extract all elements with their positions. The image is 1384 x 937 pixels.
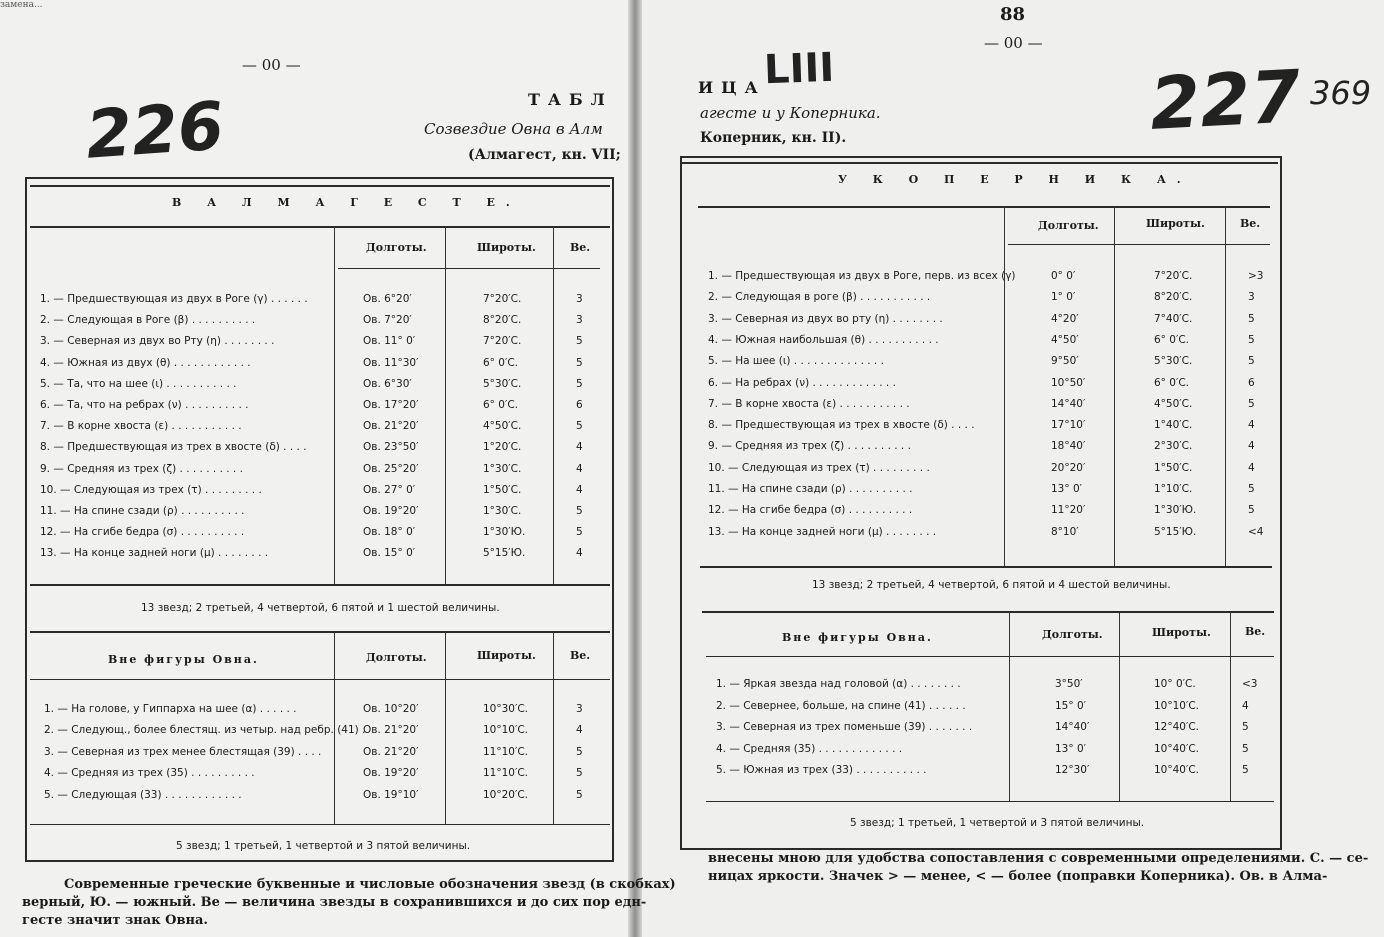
latitude-value: 7°40′С. — [1154, 312, 1193, 325]
table-row — [708, 291, 1270, 312]
magnitude-value: 4 — [576, 462, 583, 475]
left-header-title: ТАБЛ — [528, 90, 613, 109]
magnitude-value: 4 — [576, 724, 583, 737]
longitude-value: Ов. 17°20′ — [363, 399, 419, 411]
latitude-value: 11°10′С. — [483, 767, 529, 780]
longitude-value: 10°50′ — [1051, 376, 1086, 389]
latitude-value: 10°10′С. — [1154, 699, 1200, 712]
magnitude-value: 5 — [576, 335, 583, 348]
longitude-value: Ов. 21°20′ — [363, 724, 419, 737]
table-row — [708, 398, 1270, 419]
latitude-value: 4°50′С. — [483, 420, 522, 433]
latitude-value: 6° 0′С. — [483, 399, 519, 411]
magnitude-value: <3 — [1242, 678, 1258, 690]
longitude-value: 14°40′ — [1055, 721, 1090, 733]
table-row — [708, 440, 1270, 461]
magnitude-value: 5 — [1242, 721, 1249, 733]
latitude-value: 10°40′С. — [1154, 742, 1200, 755]
latitude-value: 10°20′С. — [483, 788, 529, 801]
star-name: 1. — Предшествующая из двух в Роге (γ) . . . . . . — [40, 293, 308, 305]
right-handwritten-title: LIII — [763, 44, 835, 94]
latitude-value: 10°10′С. — [483, 724, 529, 737]
star-name: 4. — Южная из двух (θ) . . . . . . . . . . . . — [40, 356, 251, 369]
latitude-value: 7°20′С. — [1154, 270, 1193, 282]
table-row — [44, 724, 600, 745]
right-handwritten-number-2: 369 — [1310, 74, 1372, 112]
latitude-value: 2°30′С. — [1154, 440, 1193, 453]
table-row — [40, 335, 600, 356]
table-row — [708, 504, 1270, 525]
latitude-value: 11°10′С. — [483, 745, 529, 758]
longitude-value: 11°20′ — [1051, 504, 1086, 517]
star-name: 13. — На конце задней ноги (μ) . . . . . . . . — [708, 525, 937, 538]
longitude-value: Ов. 18° 0′ — [363, 526, 416, 539]
magnitude-value: 5 — [576, 356, 583, 369]
magnitude-value: 5 — [1248, 504, 1255, 517]
star-name: 3. — Северная из трех менее блестящая (39) . . . . — [44, 745, 322, 758]
longitude-value: Ов. 21°20′ — [363, 420, 419, 433]
longitude-value: Ов. 6°20′ — [363, 293, 412, 305]
left-table1-header-latitude: Широты. — [477, 241, 536, 254]
magnitude-value: 5 — [1248, 397, 1255, 410]
star-name: 13. — На конце задней ноги (μ) . . . . . . . . — [40, 547, 269, 560]
latitude-value: 10°40′С. — [1154, 764, 1200, 776]
magnitude-value: 4 — [1248, 461, 1255, 474]
right-table2-summary: 5 звезд; 1 третьей, 1 четвертой и 3 пятой величины. — [850, 817, 1145, 829]
star-name: 4. — Средняя (35) . . . . . . . . . . . . . — [716, 742, 903, 755]
latitude-value: 1°30′Ю. — [1154, 504, 1197, 517]
longitude-value: 13° 0′ — [1055, 742, 1087, 755]
longitude-value: 15° 0′ — [1055, 699, 1087, 712]
magnitude-value: 5 — [1242, 742, 1249, 755]
longitude-value: Ов. 11°30′ — [363, 356, 419, 369]
star-name: 2. — Севернее, больше, на спине (41) . . . . . . — [716, 699, 966, 712]
latitude-value: 6° 0′С. — [1154, 333, 1190, 346]
right-folio: — 00 — — [984, 34, 1043, 52]
magnitude-value: 5 — [576, 377, 583, 390]
table-row — [708, 483, 1270, 504]
star-name: 1. — Предшествующая из двух в Роге, перв. из всех (γ) — [708, 270, 1016, 282]
table-row — [40, 441, 600, 462]
longitude-value: 14°40′ — [1051, 397, 1086, 410]
left-table2-header-longitude: Долготы. — [366, 651, 427, 664]
longitude-value: Ов. 7°20′ — [363, 314, 412, 327]
left-footnote-line-1: Современные греческие буквенные и числовые обозначения звезд (в скобках) — [64, 877, 676, 892]
magnitude-value: 4 — [1242, 699, 1249, 712]
latitude-value: 10° 0′С. — [1154, 678, 1196, 690]
magnitude-value: 5 — [1248, 355, 1255, 368]
magnitude-value: 5 — [1248, 312, 1255, 325]
left-footnote-line-3: гесте значит знак Овна. — [22, 913, 208, 928]
latitude-value: 1°30′Ю. — [483, 526, 526, 539]
table-row — [716, 678, 1272, 699]
right-table2-title: Вне фигуры Овна. — [782, 631, 933, 644]
table-row — [716, 721, 1272, 742]
table-row — [40, 484, 600, 505]
latitude-value: 1°30′С. — [483, 462, 522, 475]
star-name: 7. — В корне хвоста (ε) . . . . . . . . . . . — [708, 397, 910, 410]
magnitude-value: 5 — [576, 767, 583, 780]
right-header-subtitle: агесте и у Коперника. — [700, 104, 881, 122]
magnitude-value: 5 — [576, 526, 583, 539]
magnitude-value: 4 — [576, 441, 583, 454]
latitude-value: 6° 0′С. — [1154, 376, 1190, 389]
left-table2-header-latitude: Широты. — [477, 649, 536, 662]
magnitude-value: 4 — [576, 483, 583, 496]
longitude-value: 13° 0′ — [1051, 483, 1083, 495]
magnitude-value: 5 — [576, 745, 583, 758]
star-name: 4. — Средняя из трех (35) . . . . . . . . . . — [44, 767, 255, 780]
table-row — [708, 334, 1270, 355]
left-header-subtitle: Созвездие Овна в Алм — [424, 120, 603, 138]
right-table2-header-latitude: Широты. — [1152, 626, 1211, 639]
star-name: 2. — Следующая в Роге (β) . . . . . . . . . . — [40, 314, 256, 327]
magnitude-value: 3 — [576, 293, 583, 305]
longitude-value: Ов. 27° 0′ — [363, 483, 416, 496]
longitude-value: 1° 0′ — [1051, 291, 1076, 304]
latitude-value: 6° 0′С. — [483, 356, 519, 369]
star-name: 3. — Северная из двух во Рту (η) . . . . . . . . — [40, 335, 275, 348]
star-name: 3. — Северная из трех поменьше (39) . . . . . . . — [716, 721, 973, 733]
table-row — [708, 419, 1270, 440]
longitude-value: Ов. 19°20′ — [363, 767, 419, 780]
latitude-value: 10°30′С. — [483, 703, 529, 715]
latitude-value: 1°10′С. — [1154, 483, 1193, 495]
table-row — [40, 314, 600, 335]
book-gutter — [628, 0, 642, 937]
longitude-value: 8°10′ — [1051, 525, 1079, 538]
table-row — [708, 462, 1270, 483]
longitude-value: Ов. 21°20′ — [363, 745, 419, 758]
left-footnote-line-2: верный, Ю. — южный. Ве — величина звезды в сохранившихся и до сих пор едн- — [22, 895, 647, 910]
left-folio: — 00 — — [242, 56, 301, 74]
star-name: 1. — Яркая звезда над головой (α) . . . . . . . . — [716, 678, 961, 690]
right-table1-header-longitude: Долготы. — [1038, 219, 1099, 232]
longitude-value: Ов. 6°30′ — [363, 377, 412, 390]
magnitude-value: 5 — [576, 505, 583, 517]
top-scrap-text: замена... — [0, 0, 43, 10]
star-name: 4. — Южная наибольшая (θ) . . . . . . . . . . . — [708, 333, 939, 346]
latitude-value: 5°30′С. — [483, 377, 522, 390]
table-row — [716, 764, 1272, 785]
longitude-value: 4°20′ — [1051, 312, 1079, 325]
star-name: 3. — Северная из двух во рту (η) . . . . . . . . — [708, 312, 943, 325]
longitude-value: 4°50′ — [1051, 333, 1079, 346]
table-row — [40, 505, 600, 526]
right-page-number: 88 — [1000, 4, 1026, 25]
latitude-value: 1°40′С. — [1154, 419, 1193, 432]
longitude-value: Ов. 19°20′ — [363, 505, 419, 517]
left-table1-summary: 13 звезд; 2 третьей, 4 четвертой, 6 пятой и 1 шестой величины. — [141, 602, 500, 614]
latitude-value: 5°15′Ю. — [483, 547, 526, 560]
left-table2-header-magnitude: Ве. — [570, 649, 591, 662]
longitude-value: Ов. 15° 0′ — [363, 547, 416, 560]
magnitude-value: 3 — [576, 703, 583, 715]
left-table2-summary: 5 звезд; 1 третьей, 1 четвертой и 3 пятой величины. — [176, 840, 471, 852]
longitude-value: 12°30′ — [1055, 764, 1090, 776]
right-header-title: ИЦА — [698, 78, 766, 97]
latitude-value: 1°50′С. — [483, 483, 522, 496]
star-name: 6. — Та, что на ребрах (ν) . . . . . . . . . . — [40, 399, 249, 411]
star-name: 8. — Предшествующая из трех в хвосте (δ) . . . . — [708, 419, 975, 432]
magnitude-value: 4 — [1248, 440, 1255, 453]
table-row — [716, 743, 1272, 764]
table-row — [708, 377, 1270, 398]
latitude-value: 8°20′С. — [483, 314, 522, 327]
left-handwritten-number: 226 — [83, 87, 227, 174]
magnitude-value: >3 — [1248, 270, 1264, 282]
star-name: 11. — На спине сзади (ρ) . . . . . . . . . . — [40, 505, 245, 517]
table-row — [708, 526, 1270, 547]
star-name: 11. — На спине сзади (ρ) . . . . . . . . . . — [708, 483, 913, 495]
table-row — [40, 293, 600, 314]
star-name: 2. — Следующая в роге (β) . . . . . . . . . . . — [708, 291, 931, 304]
left-table1-title: В А Л М А Г Е С Т Е. — [172, 196, 521, 209]
table-row — [708, 355, 1270, 376]
star-name: 12. — На сгибе бедра (σ) . . . . . . . . . . — [708, 504, 913, 517]
star-name: 5. — Следующая (33) . . . . . . . . . . . . — [44, 788, 242, 801]
longitude-value: Ов. 25°20′ — [363, 462, 419, 475]
left-header-ref: (Алмагест, кн. VII; — [468, 147, 621, 163]
right-header-ref: Коперник, кн. II). — [700, 130, 847, 146]
table-row — [44, 703, 600, 724]
star-name: 9. — Средняя из трех (ζ) . . . . . . . . . . — [40, 462, 243, 475]
table-row — [40, 378, 600, 399]
longitude-value: 20°20′ — [1051, 461, 1086, 474]
latitude-value: 5°30′С. — [1154, 355, 1193, 368]
table-row — [40, 526, 600, 547]
longitude-value: Ов. 10°20′ — [363, 703, 419, 715]
latitude-value: 8°20′С. — [1154, 291, 1193, 304]
left-table2-title: Вне фигуры Овна. — [108, 653, 259, 666]
magnitude-value: 5 — [576, 788, 583, 801]
table-row — [44, 767, 600, 788]
latitude-value: 1°50′С. — [1154, 461, 1193, 474]
left-table1-header-magnitude: Ве. — [570, 241, 591, 254]
star-name: 5. — Южная из трех (33) . . . . . . . . . . . — [716, 764, 927, 776]
longitude-value: 0° 0′ — [1051, 270, 1076, 282]
right-footnote-line-1: внесены мною для удобства сопоставления с современными определениями. С. — се- — [708, 851, 1369, 866]
magnitude-value: 5 — [1242, 764, 1249, 776]
left-table1-header-longitude: Долготы. — [366, 241, 427, 254]
right-handwritten-number: 227 — [1147, 54, 1303, 146]
star-name: 1. — На голове, у Гиппарха на шее (α) . . . . . . — [44, 703, 297, 715]
magnitude-value: 6 — [1248, 376, 1255, 389]
right-table2-header-longitude: Долготы. — [1042, 628, 1103, 641]
star-name: 7. — В корне хвоста (ε) . . . . . . . . . . . — [40, 420, 242, 433]
magnitude-value: 5 — [1248, 333, 1255, 346]
magnitude-value: 4 — [1248, 419, 1255, 432]
table-row — [716, 700, 1272, 721]
latitude-value: 7°20′С. — [483, 335, 522, 348]
star-name: 5. — Та, что на шее (ι) . . . . . . . . . . . — [40, 377, 237, 390]
right-table1-summary: 13 звезд; 2 третьей, 4 четвертой, 6 пятой и 4 шестой величины. — [812, 579, 1171, 591]
star-name: 6. — На ребрах (ν) . . . . . . . . . . . . . — [708, 376, 896, 389]
star-name: 9. — Средняя из трех (ζ) . . . . . . . . . . — [708, 440, 911, 453]
magnitude-value: 5 — [576, 420, 583, 433]
star-name: 12. — На сгибе бедра (σ) . . . . . . . . . . — [40, 526, 245, 539]
longitude-value: Ов. 23°50′ — [363, 441, 419, 454]
right-table1-header-latitude: Широты. — [1146, 217, 1205, 230]
latitude-value: 4°50′С. — [1154, 397, 1193, 410]
magnitude-value: <4 — [1248, 525, 1264, 538]
table-row — [44, 789, 600, 810]
table-row — [44, 746, 600, 767]
longitude-value: Ов. 19°10′ — [363, 788, 419, 801]
magnitude-value: 3 — [1248, 291, 1255, 304]
latitude-value: 7°20′С. — [483, 293, 522, 305]
table-row — [40, 547, 600, 568]
latitude-value: 5°15′Ю. — [1154, 525, 1197, 538]
star-name: 10. — Следующая из трех (τ) . . . . . . . . . — [40, 483, 262, 496]
latitude-value: 1°20′С. — [483, 441, 522, 454]
table-row — [40, 463, 600, 484]
magnitude-value: 6 — [576, 399, 583, 411]
table-row — [40, 420, 600, 441]
magnitude-value: 5 — [1248, 483, 1255, 495]
right-footnote-line-2: ницах яркости. Значек > — менее, < — более (поправки Коперника). Ов. в Алма- — [708, 869, 1328, 884]
table-row — [40, 399, 600, 420]
right-table1-header-magnitude: Ве. — [1240, 217, 1261, 230]
longitude-value: 18°40′ — [1051, 440, 1086, 453]
table-row — [40, 357, 600, 378]
table-row — [708, 270, 1270, 291]
right-table1-title: У К О П Е Р Н И К А. — [838, 173, 1192, 186]
magnitude-value: 4 — [576, 547, 583, 560]
longitude-value: 3°50′ — [1055, 678, 1083, 690]
longitude-value: 9°50′ — [1051, 355, 1079, 368]
star-name: 5. — На шее (ι) . . . . . . . . . . . . . . — [708, 355, 884, 368]
star-name: 10. — Следующая из трех (τ) . . . . . . . . . — [708, 461, 930, 474]
latitude-value: 1°30′С. — [483, 505, 522, 517]
longitude-value: Ов. 11° 0′ — [363, 335, 416, 348]
right-table2-header-magnitude: Ве. — [1245, 625, 1266, 638]
longitude-value: 17°10′ — [1051, 419, 1086, 432]
star-name: 8. — Предшествующая из трех в хвосте (δ) . . . . — [40, 441, 307, 454]
table-row — [708, 313, 1270, 334]
star-name: 2. — Следующ., более блестящ. из четыр. над ребр. (41) . — [44, 724, 366, 737]
latitude-value: 12°40′С. — [1154, 721, 1200, 733]
magnitude-value: 3 — [576, 314, 583, 327]
